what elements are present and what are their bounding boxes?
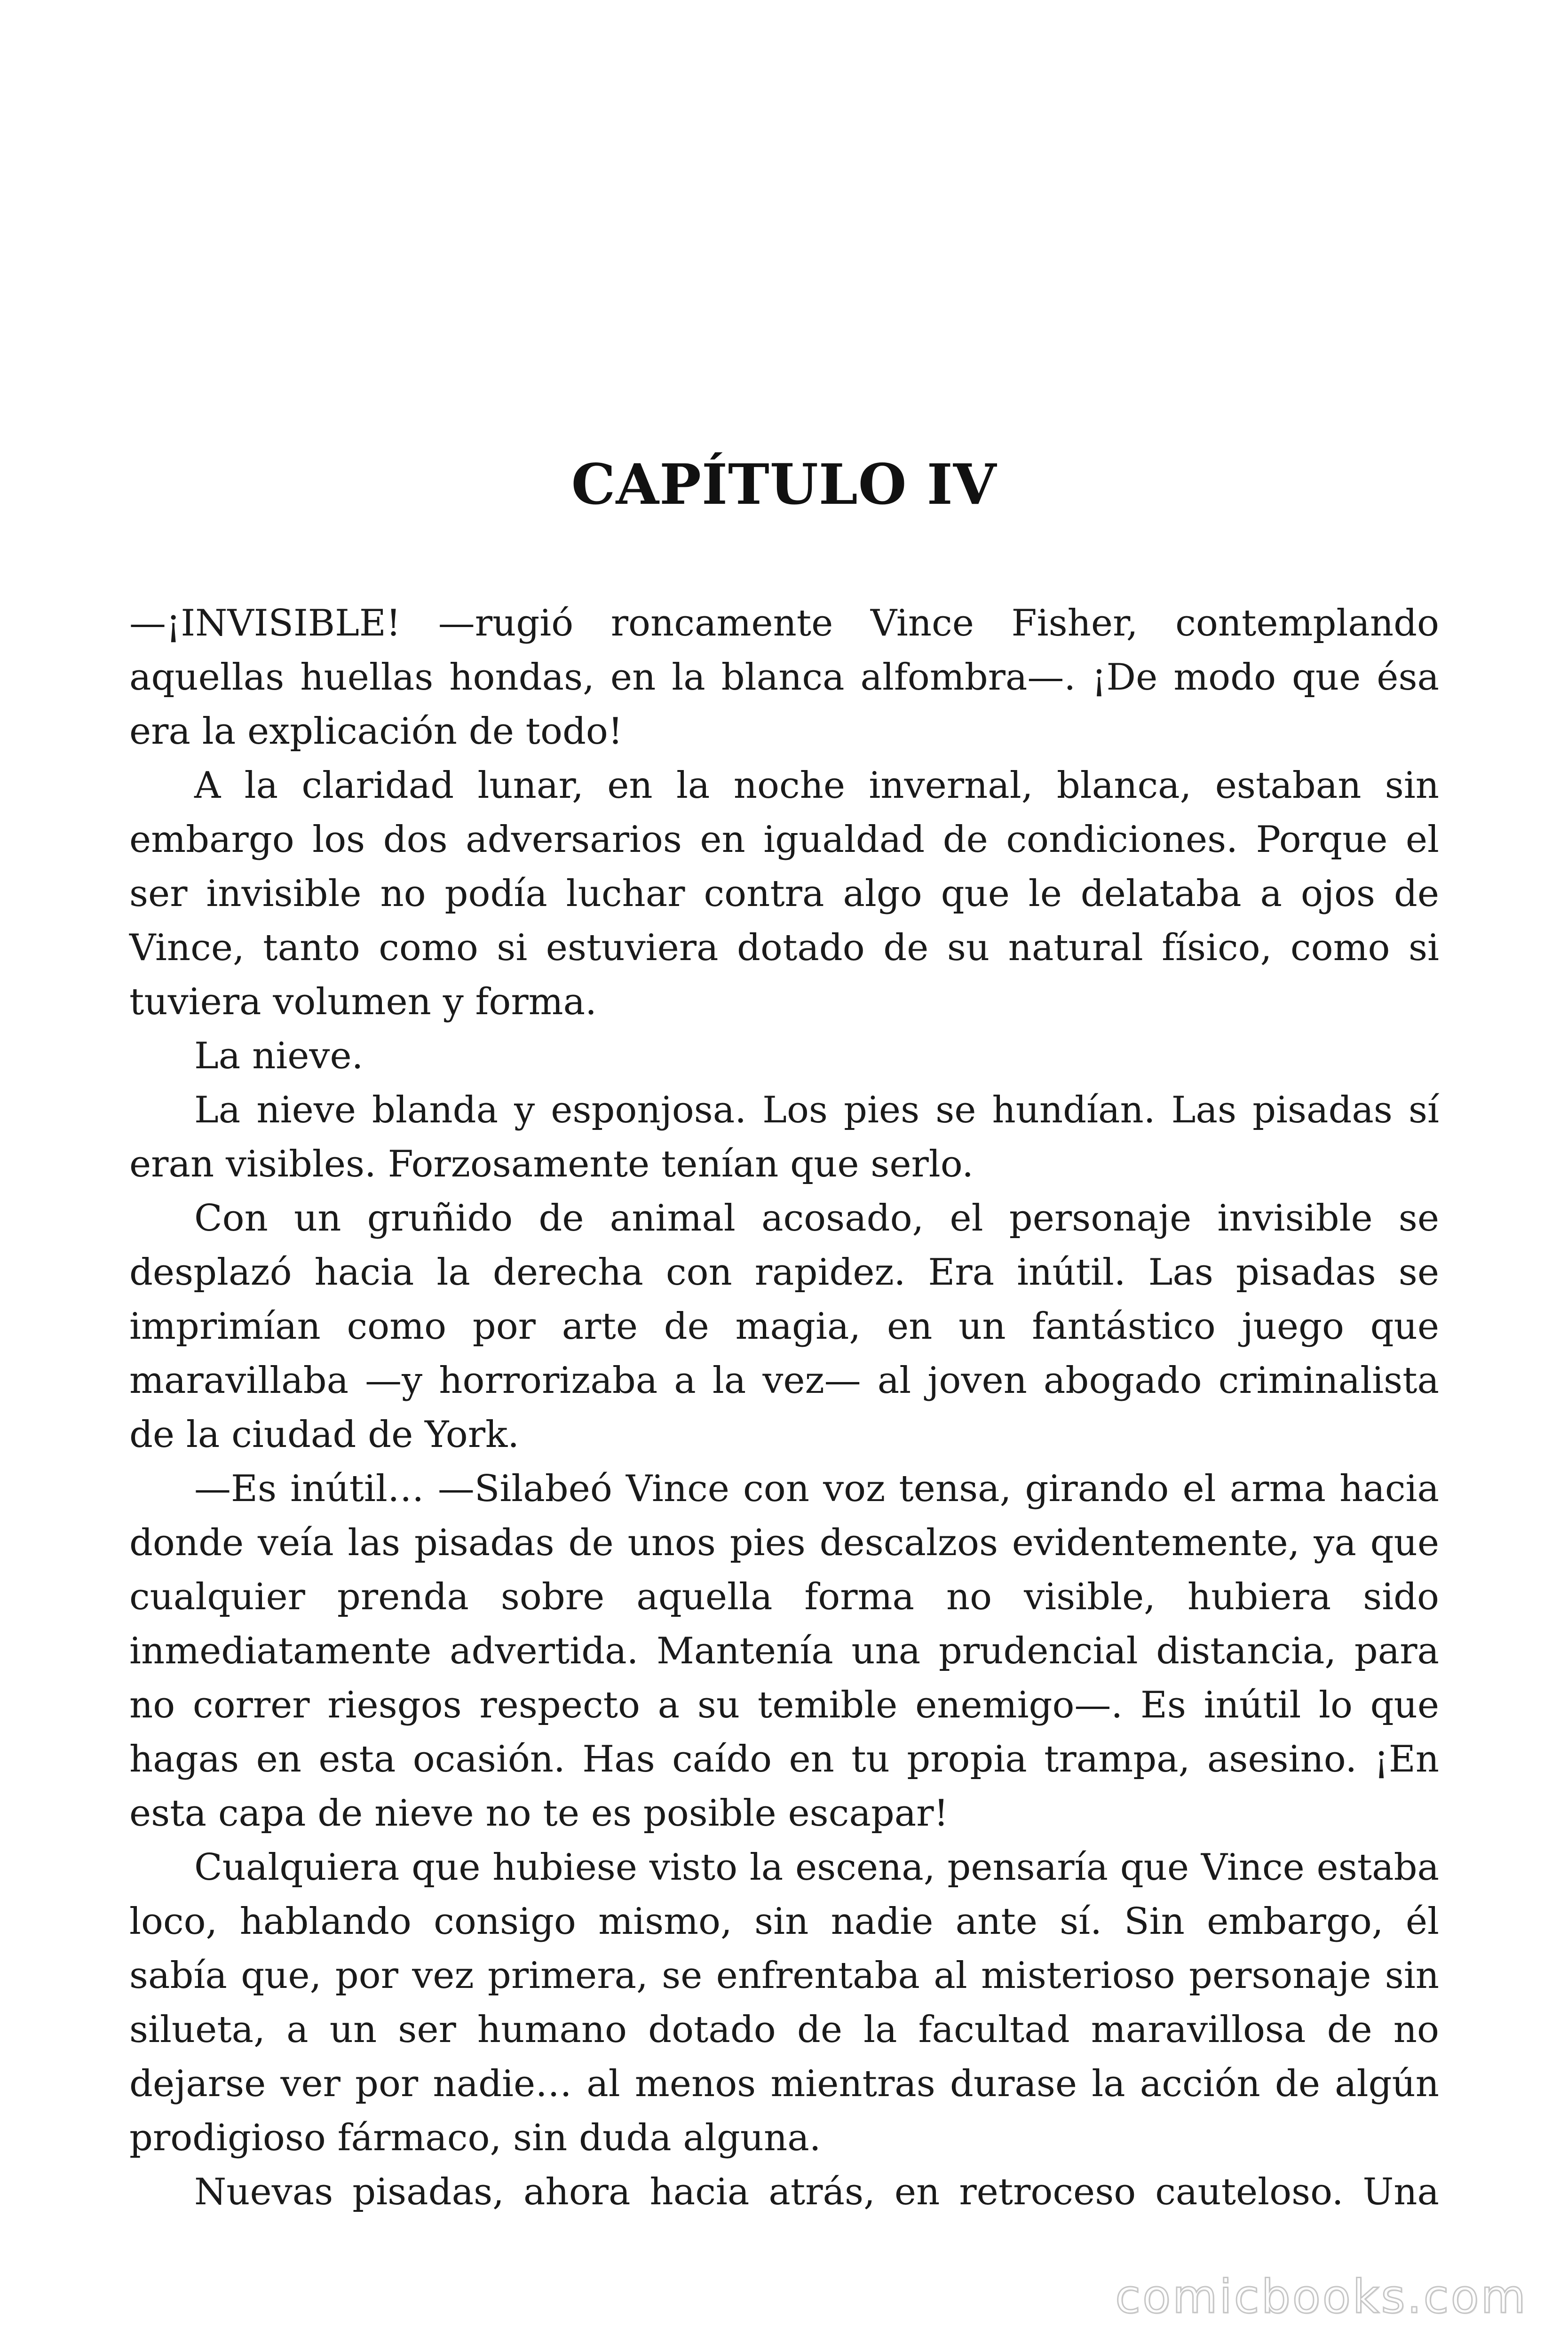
paragraph: La nieve blanda y esponjosa. Los pies se hundían. Las pisadas sí eran visibles. Forzosamente tenían que serlo. bbox=[129, 1089, 1439, 1185]
paragraph: —Es inútil… —Silabeó Vince con voz tensa, girando el arma hacia donde veía las pisadas de unos pies descalzos evidentemente, ya que cualquier prenda sobre aquella forma no visible, hubiera sido inmediatamente advertida. Mantenía una prudencial distancia, para no correr riesgos respecto a su temible enemigo—. Es inútil lo que hagas en esta ocasión. Has caído en tu propia trampa, asesino. ¡En esta capa de nieve no te es posible escapar! bbox=[129, 1468, 1439, 1835]
paragraph: —¡INVISIBLE! —rugió roncamente Vince Fisher, contemplando aquellas huellas hondas, en la blanca alfombra—. ¡De modo que ésa era la explicación de todo! bbox=[129, 602, 1439, 753]
watermark: comicbooks.com bbox=[1115, 2270, 1528, 2324]
paragraph: Nuevas pisadas, ahora hacia atrás, en retroceso cauteloso. Una bbox=[194, 2171, 1439, 2213]
chapter-title: CAPÍTULO IV bbox=[571, 452, 997, 517]
paragraph: A la claridad lunar, en la noche invernal, blanca, estaban sin embargo los dos adversarios en igualdad de condiciones. Porque el ser invisible no podía luchar contra algo que le delataba a ojos de Vince, tanto como si estuviera dotado de su natural físico, como si tuviera volumen y forma. bbox=[129, 764, 1439, 1023]
paragraph: Cualquiera que hubiese visto la escena, pensaría que Vince estaba loco, hablando consigo mismo, sin nadie ante sí. Sin embargo, él sabía que, por vez primera, se enfrentaba al misterioso personaje sin silueta, a un ser humano dotado de la facultad maravillosa de no dejarse ver por nadie… al menos mientras durase la acción de algún prodigioso fármaco, sin duda alguna. bbox=[129, 1846, 1439, 2159]
paragraph: La nieve. bbox=[194, 1035, 364, 1077]
paragraph: Con un gruñido de animal acosado, el personaje invisible se desplazó hacia la derecha con rapidez. Era inútil. Las pisadas se imprimían como por arte de magia, en un fantástico juego que maravillaba —y horrorizaba a la vez— al joven abogado criminalista de la ciudad de York. bbox=[129, 1197, 1439, 1456]
chapter-body bbox=[129, 596, 1439, 2219]
